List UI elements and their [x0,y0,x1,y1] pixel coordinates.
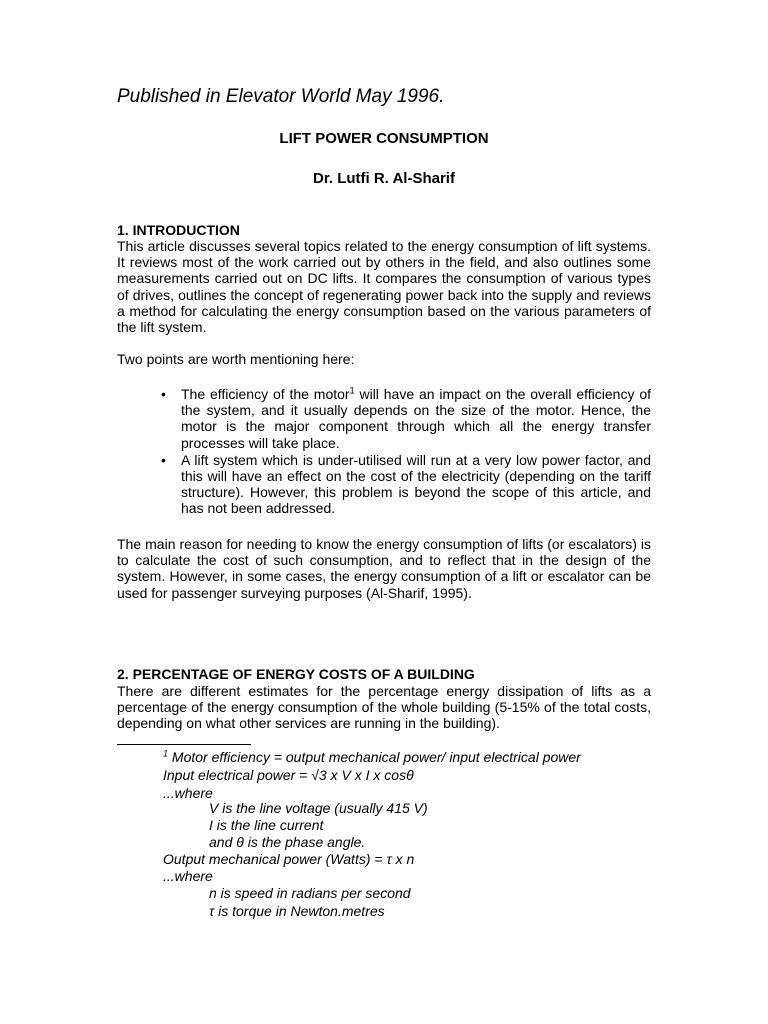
publication-note: Published in Elevator World May 1996. [117,86,445,107]
footnote-line: $^1$ Motor efficiency = output mechanical power/ input electrical power [163,748,581,765]
bullet-icon: • [161,386,166,402]
section-1-heading: 1. INTRODUCTION [117,222,240,238]
article-author: Dr. Lutfi R. Al-Sharif [313,170,455,187]
footnote-reference[interactable]: 1 [349,385,355,396]
section-2-paragraph-1: There are different estimates for the percentage energy dissipation of lifts as a percentage of the energy consumption of the whole building (5-15% of the total costs, depending on what other services are running in the building). [117,683,651,732]
bullet-icon: • [161,451,166,468]
footnote-line: and θ is the phase angle. [209,834,366,850]
bullet-text-before: The efficiency of the motor [181,386,350,402]
footnote-line: ...where [163,785,213,801]
bullet-list [159,386,651,517]
list-item [159,452,651,517]
footnote-line: Output mechanical power (Watts) = τ x n [163,851,415,867]
footnote-line: ...where [163,868,213,884]
footnote-marker: 1 [163,748,169,759]
section-1-paragraph-3: The main reason for needing to know the energy consumption of lifts (or escalators) is to calculate the cost of such consumption, and to reflect that in the design of the system. However, in some cases, the energy consumption of a lift or escalator can be used for passenger surveying purposes (Al-Sharif, 1995). [117,536,651,601]
footnote-line: Input electrical power = √3 x V x I x cosθ [163,767,414,783]
footnote-separator [117,744,251,745]
section-1-paragraph-1: This article discusses several topics related to the energy consumption of lift systems. It reviews most of the work carried out by others in the field, and also outlines some measurements carried out on DC lifts. It compares the consumption of various types of drives, outlines the concept of regenerating power back into the supply and reviews a method for calculating the energy consumption based on the various parameters of the lift system. [117,238,651,336]
section-1-paragraph-2: Two points are worth mentioning here: [117,351,355,367]
footnote-line: V is the line voltage (usually 415 V) [209,800,428,816]
footnote-line: τ is torque in Newton.metres [209,903,385,919]
footnote-line: I is the line current [209,817,324,833]
article-title: LIFT POWER CONSUMPTION [279,130,489,147]
section-2-heading: 2. PERCENTAGE OF ENERGY COSTS OF A BUILDING [117,666,475,682]
bullet-text: A lift system which is under-utilised will run at a very low power factor, and this will have an effect on the cost of the electricity (depending on the tariff structure). However, this problem is beyond the scope of this article, and has not been addressed. [181,451,651,517]
footnote-line: n is speed in radians per second [209,885,411,901]
bullet-text-after: will have an impact on the overall efficiency of the system, and it usually depends on the size of the motor. Hence, the motor is the major component through which all the energy transfer processes will take place. [181,386,651,451]
list-item [159,386,651,451]
